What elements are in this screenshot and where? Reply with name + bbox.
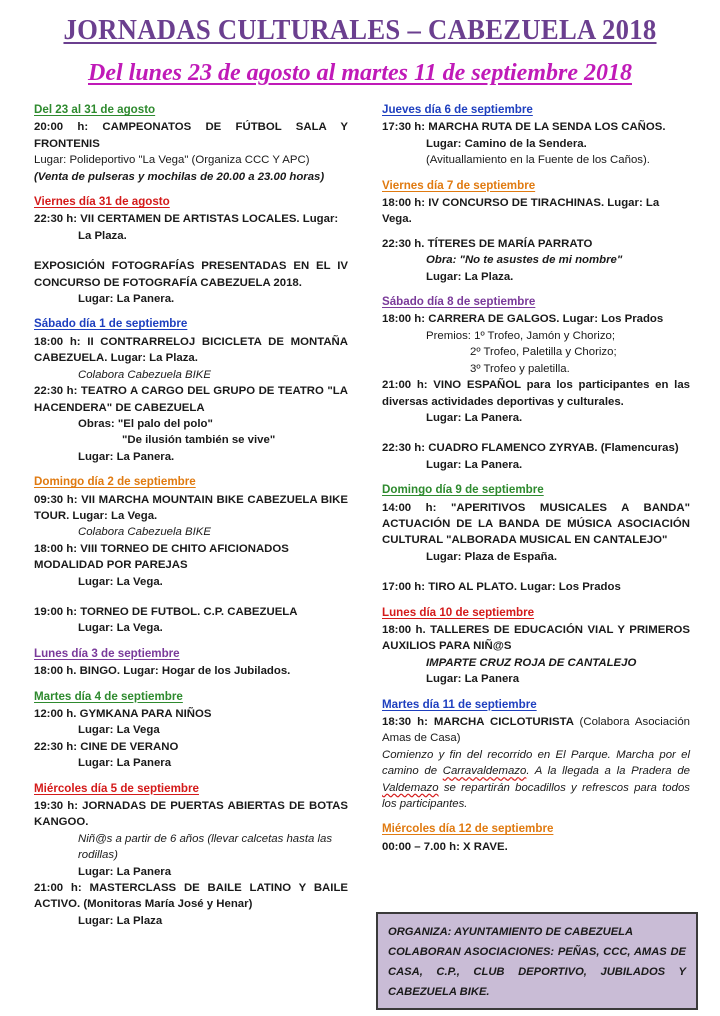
event-line: 00:00 – 7.00 h: X RAVE. bbox=[382, 840, 508, 853]
section-martes-4-septiembre bbox=[34, 689, 348, 772]
event-line: 21:00 h: MASTERCLASS DE BAILE LATINO Y BAILE ACTIVO. (Monitoras María José y Henar) bbox=[34, 882, 348, 911]
event-line: 18:00 h: IV CONCURSO DE TIRACHINAS. Lugar: La Vega. bbox=[382, 197, 660, 226]
event-line: 12:00 h. GYMKANA PARA NIÑOS bbox=[34, 708, 212, 720]
section-heading: Lunes día 10 de septiembre bbox=[382, 605, 535, 619]
event-line: 22:30 h: TEATRO A CARGO DEL GRUPO DE TEATRO "LA HACENDERA" DE CABEZUELA bbox=[34, 385, 348, 414]
event-location: Lugar: La Vega. bbox=[78, 575, 163, 588]
section-heading: Sábado día 8 de septiembre bbox=[382, 295, 536, 309]
event-location: Lugar: La Panera. bbox=[78, 450, 175, 463]
event-location: Lugar: La Panera bbox=[78, 865, 172, 878]
left-column bbox=[34, 102, 348, 938]
event-line: 22:30 h: VII CERTAMEN DE ARTISTAS LOCALES. Lugar: bbox=[34, 213, 339, 226]
event-location: Lugar: Camino de la Sendera. bbox=[426, 137, 587, 150]
event-line: 18:00 h. BINGO. Lugar: Hogar de los Jubilados. bbox=[34, 665, 291, 678]
event-line: 17:30 h: MARCHA RUTA DE LA SENDA LOS CAÑOS. bbox=[382, 121, 666, 134]
event-location: Lugar: La Plaza bbox=[78, 914, 163, 927]
event-line: 21:00 h: VINO ESPAÑOL para los participantes en las diversas actividades deportivas y culturales. bbox=[382, 379, 690, 408]
section-miercoles-5-septiembre bbox=[34, 781, 348, 930]
page-title: JORNADAS CULTURALES – CABEZUELA 2018 bbox=[63, 14, 657, 46]
right-column bbox=[382, 102, 690, 864]
section-viernes-7-septiembre bbox=[382, 178, 690, 285]
event-note: (Venta de pulseras y mochilas de 20.00 a 23.00 horas) bbox=[34, 170, 325, 183]
section-jueves-6-septiembre bbox=[382, 102, 690, 169]
event-line: 22:30 h: CUADRO FLAMENCO ZYRYAB. (Flamencuras) bbox=[382, 442, 679, 455]
event-line: 18:00 h: VIII TORNEO DE CHITO AFICIONADOS MODALIDAD POR PAREJAS bbox=[34, 542, 289, 572]
event-location: Lugar: La Panera. bbox=[426, 458, 523, 471]
event-note: Obras: "El palo del polo" bbox=[78, 417, 213, 430]
section-heading: Miércoles día 12 de septiembre bbox=[382, 822, 554, 836]
section-heading: Sábado día 1 de septiembre bbox=[34, 317, 188, 331]
event-line: 14:00 h: "APERITIVOS MUSICALES A BANDA" ACTUACIÓN DE LA BANDA DE MÚSICA ASOCIACIÓN CULTURAL "ALBORADA MUSICAL EN CANTALEJO" bbox=[382, 501, 690, 547]
section-domingo-2-septiembre bbox=[34, 474, 348, 637]
section-heading: Viernes día 31 de agosto bbox=[34, 195, 170, 209]
event-note: 2º Trofeo, Paletilla y Chorizo; bbox=[470, 346, 617, 359]
section-sabado-8-septiembre bbox=[382, 294, 690, 473]
event-note: IMPARTE CRUZ ROJA DE CANTALEJO bbox=[426, 656, 637, 669]
event-line: 18:00 h. TALLERES DE EDUCACIÓN VIAL Y PRIMEROS AUXILIOS PARA NIÑ@S bbox=[382, 623, 690, 653]
event-location: Lugar: Polideportivo "La Vega" (Organiza CCC Y APC) bbox=[34, 154, 310, 167]
event-note: Comienzo y fin del recorrido en El Parque. Marcha por el camino de Carravaldemazo. A la llegada a la Pradera de Valdemazo se repartirán bocadillos y refrescos para todos los participantes. bbox=[382, 748, 690, 811]
event-location: Lugar: Plaza de España. bbox=[426, 550, 558, 563]
section-heading: Del 23 al 31 de agosto bbox=[34, 103, 156, 116]
event-note: Premios: 1º Trofeo, Jamón y Chorizo; bbox=[426, 329, 616, 342]
section-martes-11-septiembre bbox=[382, 697, 690, 813]
event-note: Obra: "No te asustes de mi nombre" bbox=[426, 254, 623, 267]
event-location: Lugar: La Panera. bbox=[78, 293, 175, 306]
event-note: Colabora Cabezuela BIKE bbox=[78, 526, 211, 539]
event-line: 19:30 h: JORNADAS DE PUERTAS ABIERTAS DE BOTAS KANGOO. bbox=[34, 800, 348, 829]
section-domingo-9-septiembre bbox=[382, 482, 690, 595]
event-location: Lugar: La Plaza. bbox=[426, 270, 514, 283]
event-location: Lugar: La Panera bbox=[426, 673, 520, 686]
section-heading: Domingo día 9 de septiembre bbox=[382, 483, 544, 497]
event-note: "De ilusión también se vive" bbox=[122, 434, 276, 447]
section-miercoles-12-septiembre bbox=[382, 821, 690, 855]
colaboran-line: COLABORAN ASOCIACIONES: PEÑAS, CCC, AMAS DE CASA, C.P., CLUB DEPORTIVO, JUBILADOS Y CABEZUELA BIKE. bbox=[388, 946, 686, 998]
event-line: 19:00 h: TORNEO DE FUTBOL. C.P. CABEZUELA bbox=[34, 605, 298, 618]
event-location: Lugar: La Vega bbox=[78, 724, 160, 737]
event-note: Colabora Cabezuela BIKE bbox=[78, 368, 211, 381]
event-location: Lugar: La Panera bbox=[78, 757, 172, 770]
event-note: (Avituallamiento en la Fuente de los Caños). bbox=[426, 154, 650, 167]
section-heading: Lunes día 3 de septiembre bbox=[34, 646, 180, 660]
event-line: 18:30 h: MARCHA CICLOTURISTA (Colabora Asociación Amas de Casa) bbox=[382, 716, 691, 745]
event-line: 09:30 h: VII MARCHA MOUNTAIN BIKE CABEZUELA BIKE TOUR. Lugar: La Vega. bbox=[34, 493, 348, 522]
event-note: Niñ@s a partir de 6 años (llevar calcetas hasta las rodillas) bbox=[78, 832, 333, 862]
section-heading: Viernes día 7 de septiembre bbox=[382, 178, 536, 192]
event-line: EXPOSICIÓN FOTOGRAFÍAS PRESENTADAS EN EL IV CONCURSO DE FOTOGRAFÍA CABEZUELA 2018. bbox=[34, 260, 348, 289]
section-viernes-31-agosto bbox=[34, 194, 348, 307]
section-heading: Martes día 4 de septiembre bbox=[34, 689, 183, 703]
event-line: 22:30 h. TÍTERES DE MARÍA PARRATO bbox=[382, 237, 593, 250]
organiza-line: ORGANIZA: AYUNTAMIENTO DE CABEZUELA bbox=[388, 926, 634, 938]
section-heading: Martes día 11 de septiembre bbox=[382, 697, 537, 711]
section-lunes-3-septiembre bbox=[34, 646, 348, 680]
organizers-box bbox=[376, 912, 698, 1010]
section-heading: Miércoles día 5 de septiembre bbox=[34, 781, 199, 795]
section-heading: Jueves día 6 de septiembre bbox=[382, 103, 533, 116]
event-line: 18:00 h: II CONTRARRELOJ BICICLETA DE MONTAÑA CABEZUELA. Lugar: La Plaza. bbox=[34, 335, 348, 365]
event-location: La Plaza. bbox=[78, 229, 127, 242]
event-line: 22:30 h: CINE DE VERANO bbox=[34, 740, 179, 753]
section-23-31-agosto bbox=[34, 102, 348, 185]
event-location: Lugar: La Panera. bbox=[426, 411, 523, 424]
event-location: Lugar: La Vega. bbox=[78, 622, 163, 635]
section-lunes-10-septiembre bbox=[382, 605, 690, 688]
event-line: 18:00 h: CARRERA DE GALGOS. Lugar: Los Prados bbox=[382, 313, 664, 326]
section-sabado-1-septiembre bbox=[34, 316, 348, 465]
section-heading: Domingo día 2 de septiembre bbox=[34, 475, 196, 489]
page-subtitle: Del lunes 23 de agosto al martes 11 de septiembre 2018 bbox=[88, 60, 632, 86]
event-note: 3º Trofeo y paletilla. bbox=[470, 362, 570, 375]
event-line: 17:00 h: TIRO AL PLATO. Lugar: Los Prados bbox=[382, 581, 621, 594]
event-line: 20:00 h: CAMPEONATOS DE FÚTBOL SALA Y FRONTENIS bbox=[34, 121, 348, 150]
